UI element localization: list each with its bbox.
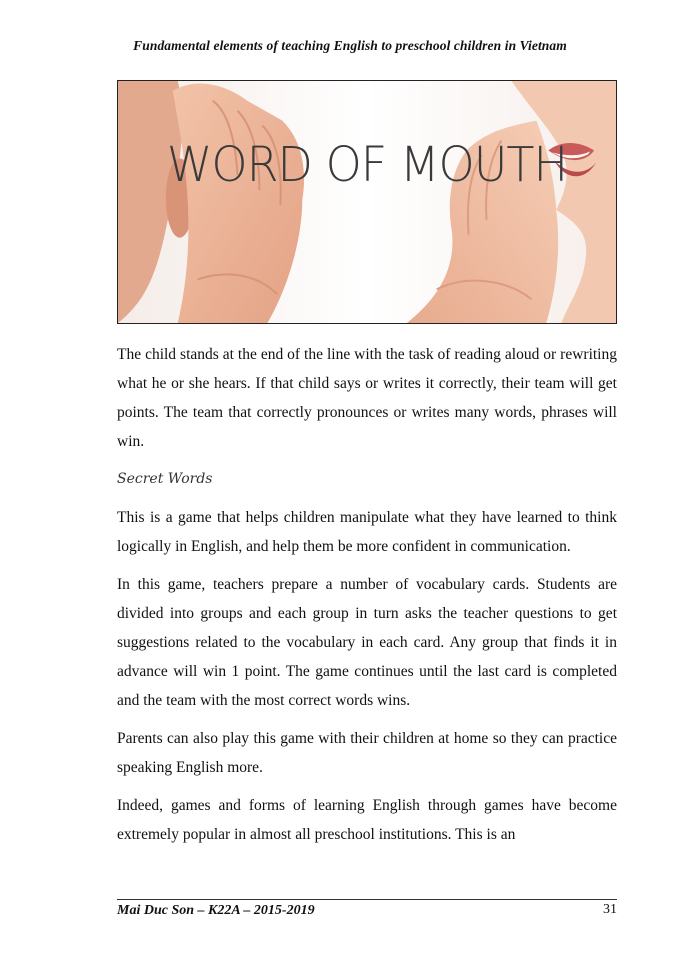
hands-illustration [118, 81, 616, 323]
page-number: 31 [603, 902, 617, 917]
word-of-mouth-image [117, 80, 617, 324]
paragraph: The child stands at the end of the line with the task of reading aloud or rewriting what he or she hears. If that child says or writes it correctly, their team will get points. The team that correctly pronounces or writes many words, phrases will win. [117, 346, 617, 450]
section-subheading: Secret Words [117, 471, 213, 487]
footer-divider [117, 899, 617, 900]
paragraph: This is a game that helps children manipulate what they have learned to think logically in English, and help them be more confident in communication. [117, 509, 617, 555]
paragraph: Indeed, games and forms of learning English through games have become extremely popular in almost all preschool institutions. This is an [117, 797, 617, 843]
footer-author: Mai Duc Son – K22A – 2015-2019 [117, 903, 315, 918]
paragraph: Parents can also play this game with their children at home so they can practice speaking English more. [117, 730, 617, 776]
page-header: Fundamental elements of teaching English to preschool children in Vietnam [133, 38, 567, 53]
image-caption-text: WORD OF MOUTH [166, 135, 568, 193]
paragraph: In this game, teachers prepare a number of vocabulary cards. Students are divided into groups and each group in turn asks the teacher questions to get suggestions related to the vocabulary in each card. Any group that finds it in advance will win 1 point. The game continues until the last card is completed and the team with the most correct words wins. [117, 576, 617, 709]
body-text [117, 340, 617, 858]
